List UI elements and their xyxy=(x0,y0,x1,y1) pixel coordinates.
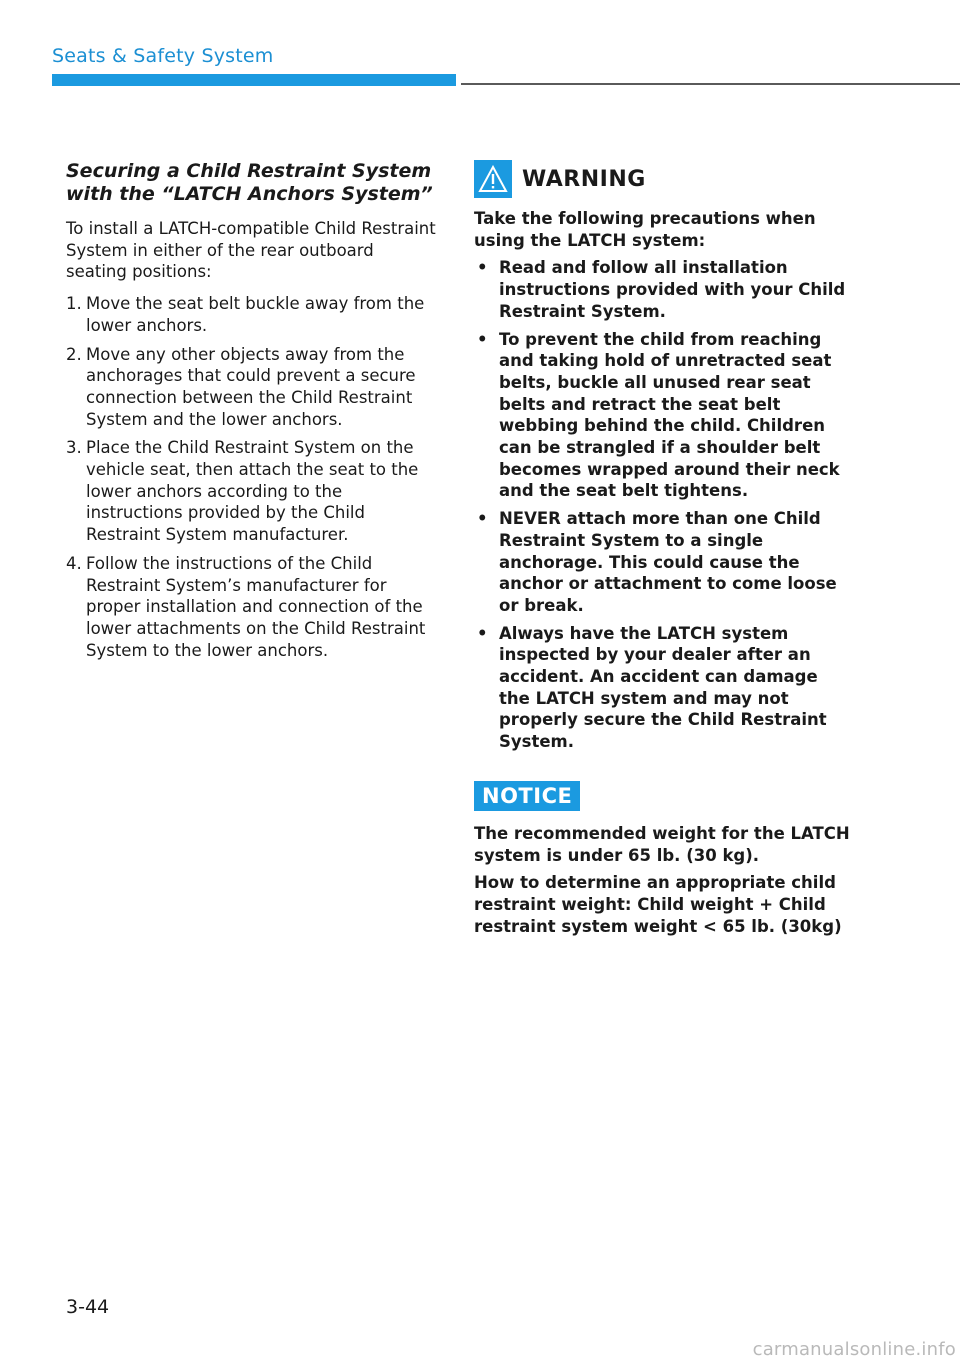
step-item xyxy=(66,553,438,662)
bullet-dot: • xyxy=(477,509,488,529)
notice-badge: NOTICE xyxy=(474,781,580,811)
warning-triangle-icon xyxy=(474,160,512,198)
bullet-dot: • xyxy=(477,623,488,643)
section-title-header: Seats & Safety System xyxy=(52,45,274,67)
install-steps-list xyxy=(66,293,438,661)
bullet-dot: • xyxy=(477,329,488,349)
step-text: Move the seat belt buckle away from the lower anchors. xyxy=(86,294,425,335)
step-number: 1. xyxy=(66,294,82,314)
bullet-text: Read and follow all installation instructions provided with your Child Restraint System. xyxy=(499,258,846,321)
warning-intro: Take the following precautions when using the LATCH system: xyxy=(474,209,816,250)
heading-line-1: Securing a Child Restraint System xyxy=(66,160,432,182)
heading-line-2: with the “LATCH Anchors System” xyxy=(66,183,433,205)
bullet-text: NEVER attach more than one Child Restraint System to a single anchorage. This could cause the anchor or attachment to come loose or break. xyxy=(499,509,837,615)
bullet-text: Always have the LATCH system inspected by your dealer after an accident. An accident can damage the LATCH system and may not properly secure the Child Restraint System. xyxy=(499,623,827,752)
step-item xyxy=(66,293,438,336)
warning-bullet-item xyxy=(474,329,854,503)
bullet-dot: • xyxy=(477,258,488,278)
subsection-heading xyxy=(66,160,438,206)
step-number: 3. xyxy=(66,438,82,458)
warning-header xyxy=(474,160,854,198)
step-number: 4. xyxy=(66,553,82,573)
step-text: Place the Child Restraint System on the vehicle seat, then attach the seat to the lower anchors according to the instructions provided by the Child Restraint System manufacturer. xyxy=(86,438,419,545)
step-number: 2. xyxy=(66,344,82,364)
warning-bullet-item xyxy=(474,257,854,322)
step-item xyxy=(66,437,438,546)
notice-paragraph-1: The recommended weight for the LATCH system is under 65 lb. (30 kg). xyxy=(474,823,850,865)
watermark: carmanualsonline.info xyxy=(752,1339,956,1360)
step-item xyxy=(66,344,438,431)
bullet-text: To prevent the child from reaching and taking hold of unretracted seat belts, buckle all unused rear seat belts and retract the seat belt webbing behind the child. Children can be strangled if a shoulder belt becomes wrapped around their neck and the seat belt tightens. xyxy=(499,329,840,501)
warning-bullet-list xyxy=(474,257,854,752)
warning-bullet-item xyxy=(474,623,854,753)
page-number: 3-44 xyxy=(66,1296,110,1318)
warning-bullet-item xyxy=(474,508,854,617)
intro-paragraph: To install a LATCH-compatible Child Restraint System in either of the rear outboard seating positions: xyxy=(66,219,436,282)
right-column xyxy=(474,160,854,943)
warning-title: WARNING xyxy=(522,166,646,192)
header-accent-bar xyxy=(52,74,456,86)
notice-paragraph-2: How to determine an appropriate child restraint weight: Child weight + Child restraint system weight < 65 lb. (30kg) xyxy=(474,873,842,936)
left-column xyxy=(66,160,438,668)
header-divider-line xyxy=(461,83,960,85)
step-text: Move any other objects away from the anchorages that could prevent a secure connection between the Child Restraint System and the lower anchors. xyxy=(86,344,416,429)
step-text: Follow the instructions of the Child Restraint System’s manufacturer for proper installation and connection of the lower attachments on the Child Restraint System to the lower anchors. xyxy=(86,553,426,660)
